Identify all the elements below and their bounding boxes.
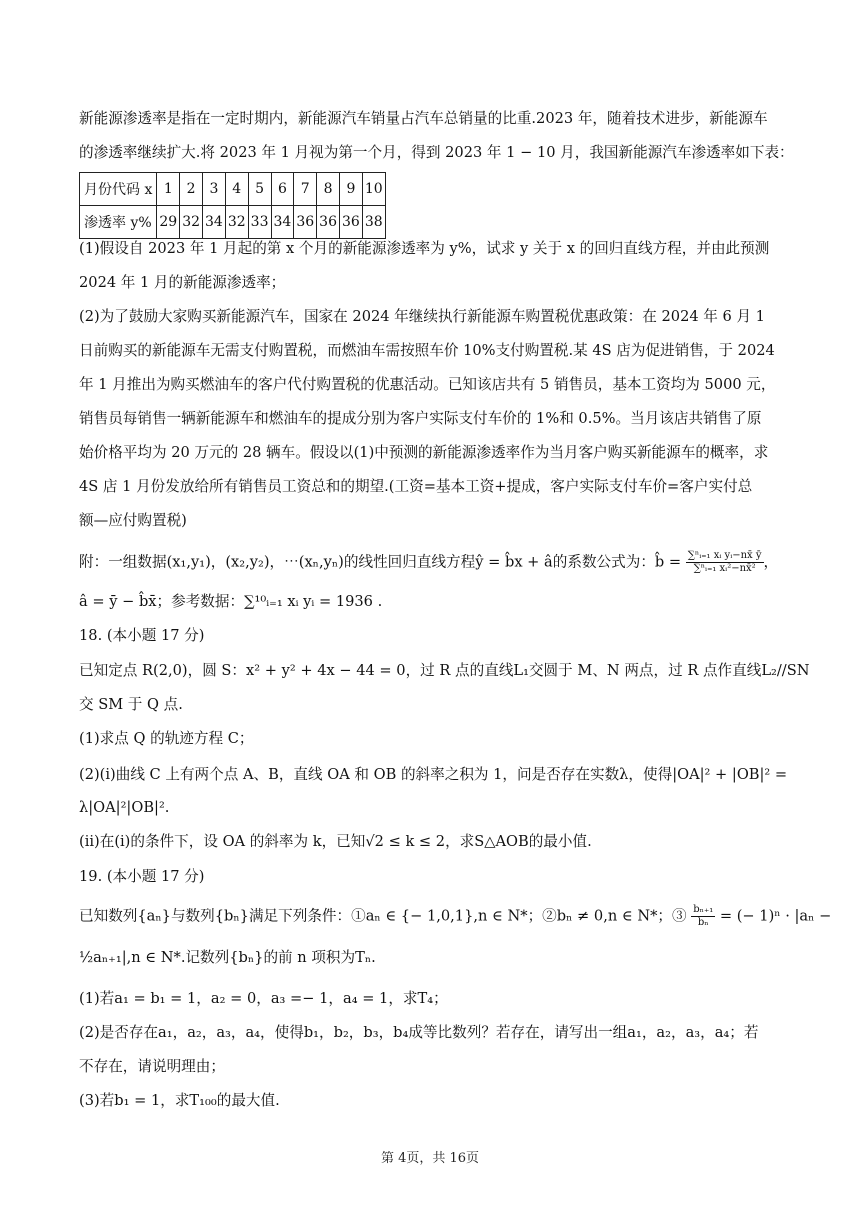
q19-part2-line-2: 不存在，请说明理由； — [79, 1058, 225, 1075]
table-cell: 9 — [339, 173, 362, 206]
table-row-y — [80, 206, 386, 239]
regression-fraction — [686, 550, 764, 575]
fraction-numerator: ∑ⁿᵢ₌₁ xᵢ yᵢ−nx̄ ȳ — [687, 550, 762, 561]
q17-part2-line-7: 额—应付购置税) — [79, 512, 187, 529]
table-cell: 32 — [180, 206, 203, 239]
q17-part2-line-1: (2)为了鼓励大家购买新能源汽车，国家在 2024 年继续执行新能源车购置税优惠政策：在 2024 年 6 月 1 — [79, 308, 765, 325]
table-cell: 4 — [225, 173, 248, 206]
q17-part2-line-4: 销售员每销售一辆新能源车和燃油车的提成分别为客户实际支付车价的 1%和 0.5%。当月该店共销售了原 — [79, 410, 762, 427]
q17-part1-line-1: (1)假设自 2023 年 1 月起的第 x 个月的新能源渗透率为 y%，试求 y 关于 x 的回归直线方程，并由此预测 — [79, 240, 770, 257]
q19-part1: (1)若a₁ = b₁ = 1，a₂ = 0，a₃ =− 1，a₄ = 1，求T₄； — [79, 990, 448, 1007]
q18-heading: 18. (本小题 17 分) — [79, 627, 205, 644]
fraction-denominator: ∑ⁿᵢ₌₁ xᵢ²−nx̄² — [693, 563, 756, 574]
q17-appendix-line-1 — [79, 550, 785, 575]
q18-part1: (1)求点 Q 的轨迹方程 C； — [79, 730, 254, 747]
q18-line-1: 已知定点 R(2,0)，圆 S：x² + y² + 4x − 44 = 0，过 R 点的直线L₁交圆于 M、N 两点，过 R 点作直线L₂//SN — [79, 662, 810, 679]
table-cell: 29 — [157, 206, 180, 239]
fraction-numerator: bₙ₊₁ — [693, 904, 714, 915]
table-cell: 34 — [271, 206, 294, 239]
table-cell: 33 — [248, 206, 271, 239]
q19-part3: (3)若b₁ = 1，求T₁₀₀的最大值. — [79, 1092, 280, 1109]
table-cell: 5 — [248, 173, 271, 206]
table-cell: 36 — [317, 206, 340, 239]
intro-line-2: 的渗透率继续扩大.将 2023 年 1 月视为第一个月，得到 2023 年 1 − 10 月，我国新能源汽车渗透率如下表： — [79, 144, 794, 161]
q18-line-2: 交 SM 于 Q 点. — [79, 696, 183, 713]
q19-part2-line-1: (2)是否存在a₁，a₂，a₃，a₄，使得b₁，b₂，b₃，b₄成等比数列？若存在，请写出一组a₁，a₂，a₃，a₄；若 — [79, 1024, 759, 1041]
q19-line-1-text: 已知数列{aₙ}与数列{bₙ}满足下列条件：①aₙ ∈ {− 1,0,1},n ∈ N*；②bₙ ≠ 0,n ∈ N*；③ — [79, 907, 687, 925]
q17-part1-line-2: 2024 年 1 月的新能源渗透率； — [79, 274, 286, 291]
table-cell: 34 — [203, 206, 226, 239]
q19-line-1 — [79, 904, 832, 929]
table-cell: 6 — [271, 173, 294, 206]
b-ratio-fraction — [691, 904, 715, 929]
q17-part2-line-6: 4S 店 1 月份发放给所有销售员工资总和的期望.(工资=基本工资+提成，客户实际支付车价=客户实付总 — [79, 478, 753, 495]
table-cell: 10 — [362, 173, 385, 206]
table-cell: 38 — [362, 206, 385, 239]
q19-line-1-tail: = (− 1)ⁿ · |aₙ − — [715, 907, 832, 925]
table-cell: 1 — [157, 173, 180, 206]
q17-part2-line-5: 始价格平均为 20 万元的 28 辆车。假设以(1)中预测的新能源渗透率作为当月客户购买新能源车的概率，求 — [79, 444, 769, 461]
q17-part2-line-3: 年 1 月推出为购买燃油车的客户代付购置税的优惠活动。已知该店共有 5 销售员，基本工资均为 5000 元， — [79, 376, 776, 393]
table-cell: 36 — [294, 206, 317, 239]
table-cell: 8 — [317, 173, 340, 206]
table-cell: 32 — [225, 206, 248, 239]
table-cell: 2 — [180, 173, 203, 206]
intro-line-1: 新能源渗透率是指在一定时期内，新能源汽车销量占汽车总销量的比重.2023 年，随着技术进步，新能源车 — [79, 110, 768, 127]
q18-part3: (ii)在(i)的条件下，设 OA 的斜率为 k，已知√2 ≤ k ≤ 2，求S△AOB的最小值. — [79, 833, 592, 850]
page-footer: 第 4页，共 16页 — [380, 1151, 480, 1166]
table-cell: 7 — [294, 173, 317, 206]
q19-heading: 19. (本小题 17 分) — [79, 868, 205, 885]
table-header-y: 渗透率 y% — [80, 206, 157, 239]
penetration-table — [79, 172, 386, 239]
table-row-x — [80, 173, 386, 206]
q17-appendix-line-2: â = ȳ − b̂x̄；参考数据：∑¹⁰ᵢ₌₁ xᵢ yᵢ = 1936 . — [79, 593, 383, 610]
table-cell: 3 — [203, 173, 226, 206]
q18-part2-line-2: λ|OA|²|OB|². — [79, 799, 170, 816]
appendix-text: 附：一组数据(x₁,y₁)，(x₂,y₂)，⋯(xₙ,yₙ)的线性回归直线方程ŷ = b̂x + â的系数公式为：b̂ = — [79, 553, 682, 571]
q17-part2-line-2: 日前购买的新能源车无需支付购置税，而燃油车需按照车价 10%支付购置税.某 4S 店为促进销售，于 2024 — [79, 342, 775, 359]
table-header-x: 月份代码 x — [80, 173, 157, 206]
comma: ， — [763, 553, 779, 571]
fraction-denominator: bₙ — [697, 917, 709, 928]
q19-line-2: ½aₙ₊₁|,n ∈ N*.记数列{bₙ}的前 n 项积为Tₙ. — [79, 949, 376, 966]
table-cell: 36 — [339, 206, 362, 239]
q18-part2-line-1: (2)(i)曲线 C 上有两个点 A、B，直线 OA 和 OB 的斜率之积为 1，问是否存在实数λ，使得|OA|² + |OB|² = — [79, 766, 788, 783]
